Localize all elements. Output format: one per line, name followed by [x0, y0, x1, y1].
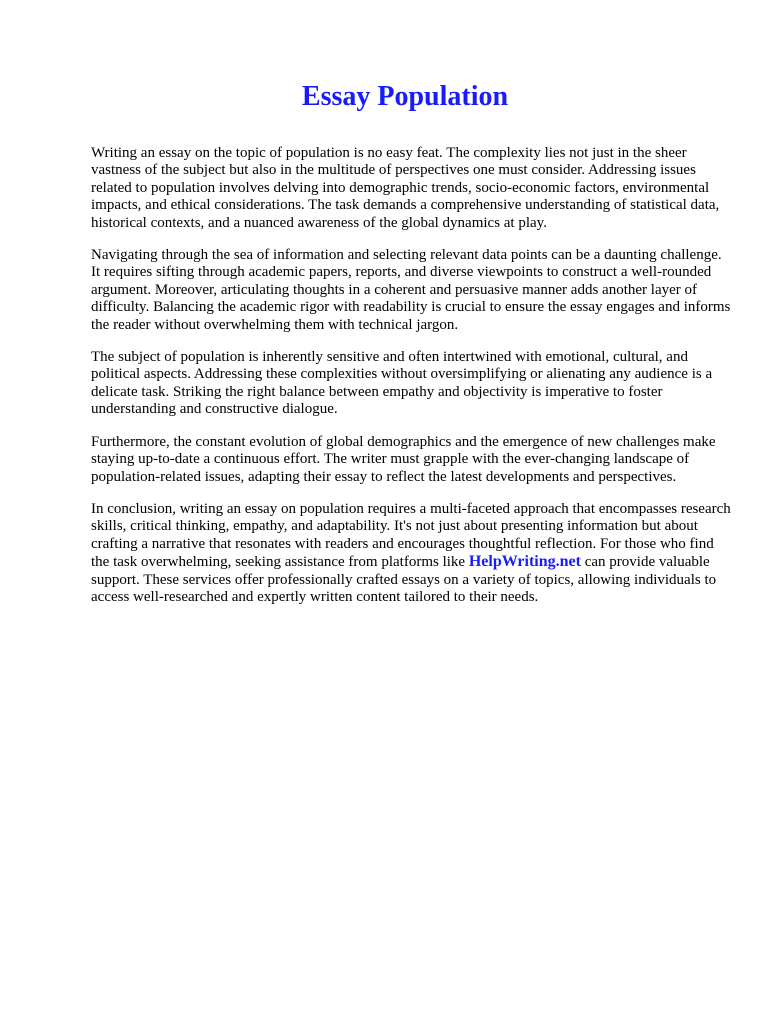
conclusion-text-before-link: In conclusion, writing an essay on population requires a multi-faceted approach that encompasses research skills, critical thinking, empathy, and adaptability. It's not just about presenting information but about crafting a narrative that resonates with readers and encourages thoughtful reflection. For those who find the task overwhelming, seeking assistance from platforms like [91, 500, 731, 571]
paragraph-2: Navigating through the sea of information and selecting relevant data points can be a daunting challenge. It requires sifting through academic papers, reports, and diverse viewpoints to construct a well-rounded argument. Moreover, articulating thoughts in a coherent and persuasive manner adds another layer of difficulty. Balancing the academic rigor with readability is crucial to ensure the essay engages and informs the reader without overwhelming them with technical jargon. [91, 247, 731, 333]
paragraph-3: The subject of population is inherently sensitive and often intertwined with emotional, cultural, and political aspects. Addressing these complexities without oversimplifying or alienating any audience is a delicate task. Striking the right balance between empathy and objectivity is imperative to foster understanding and constructive dialogue. [91, 349, 713, 418]
paragraph-4: Furthermore, the constant evolution of global demographics and the emergence of new challenges make staying up-to-date a continuous effort. The writer must grapple with the ever-changing landscape of population-related issues, adapting their essay to reflect the latest developments and perspectives. [91, 433, 716, 485]
paragraph-conclusion [91, 501, 731, 606]
page-title: Essay Population [301, 81, 509, 112]
helpwriting-link[interactable]: HelpWriting.net [468, 553, 581, 571]
paragraph-1: Writing an essay on the topic of population is no easy feat. The complexity lies not just in the sheer vastness of the subject but also in the multitude of perspectives one must consider. Addressing issues related to population involves delving into demographic trends, socio-economic factors, environmental impacts, and ethical considerations. The task demands a comprehensive understanding of statistical data, historical contexts, and a nuanced awareness of the global dynamics at play. [91, 145, 720, 231]
conclusion-text-after-link: can provide valuable support. These services offer professionally crafted essays on a variety of topics, allowing individuals to access well-researched and expertly written content tailored to their needs. [91, 554, 717, 605]
essay-body [91, 145, 731, 621]
